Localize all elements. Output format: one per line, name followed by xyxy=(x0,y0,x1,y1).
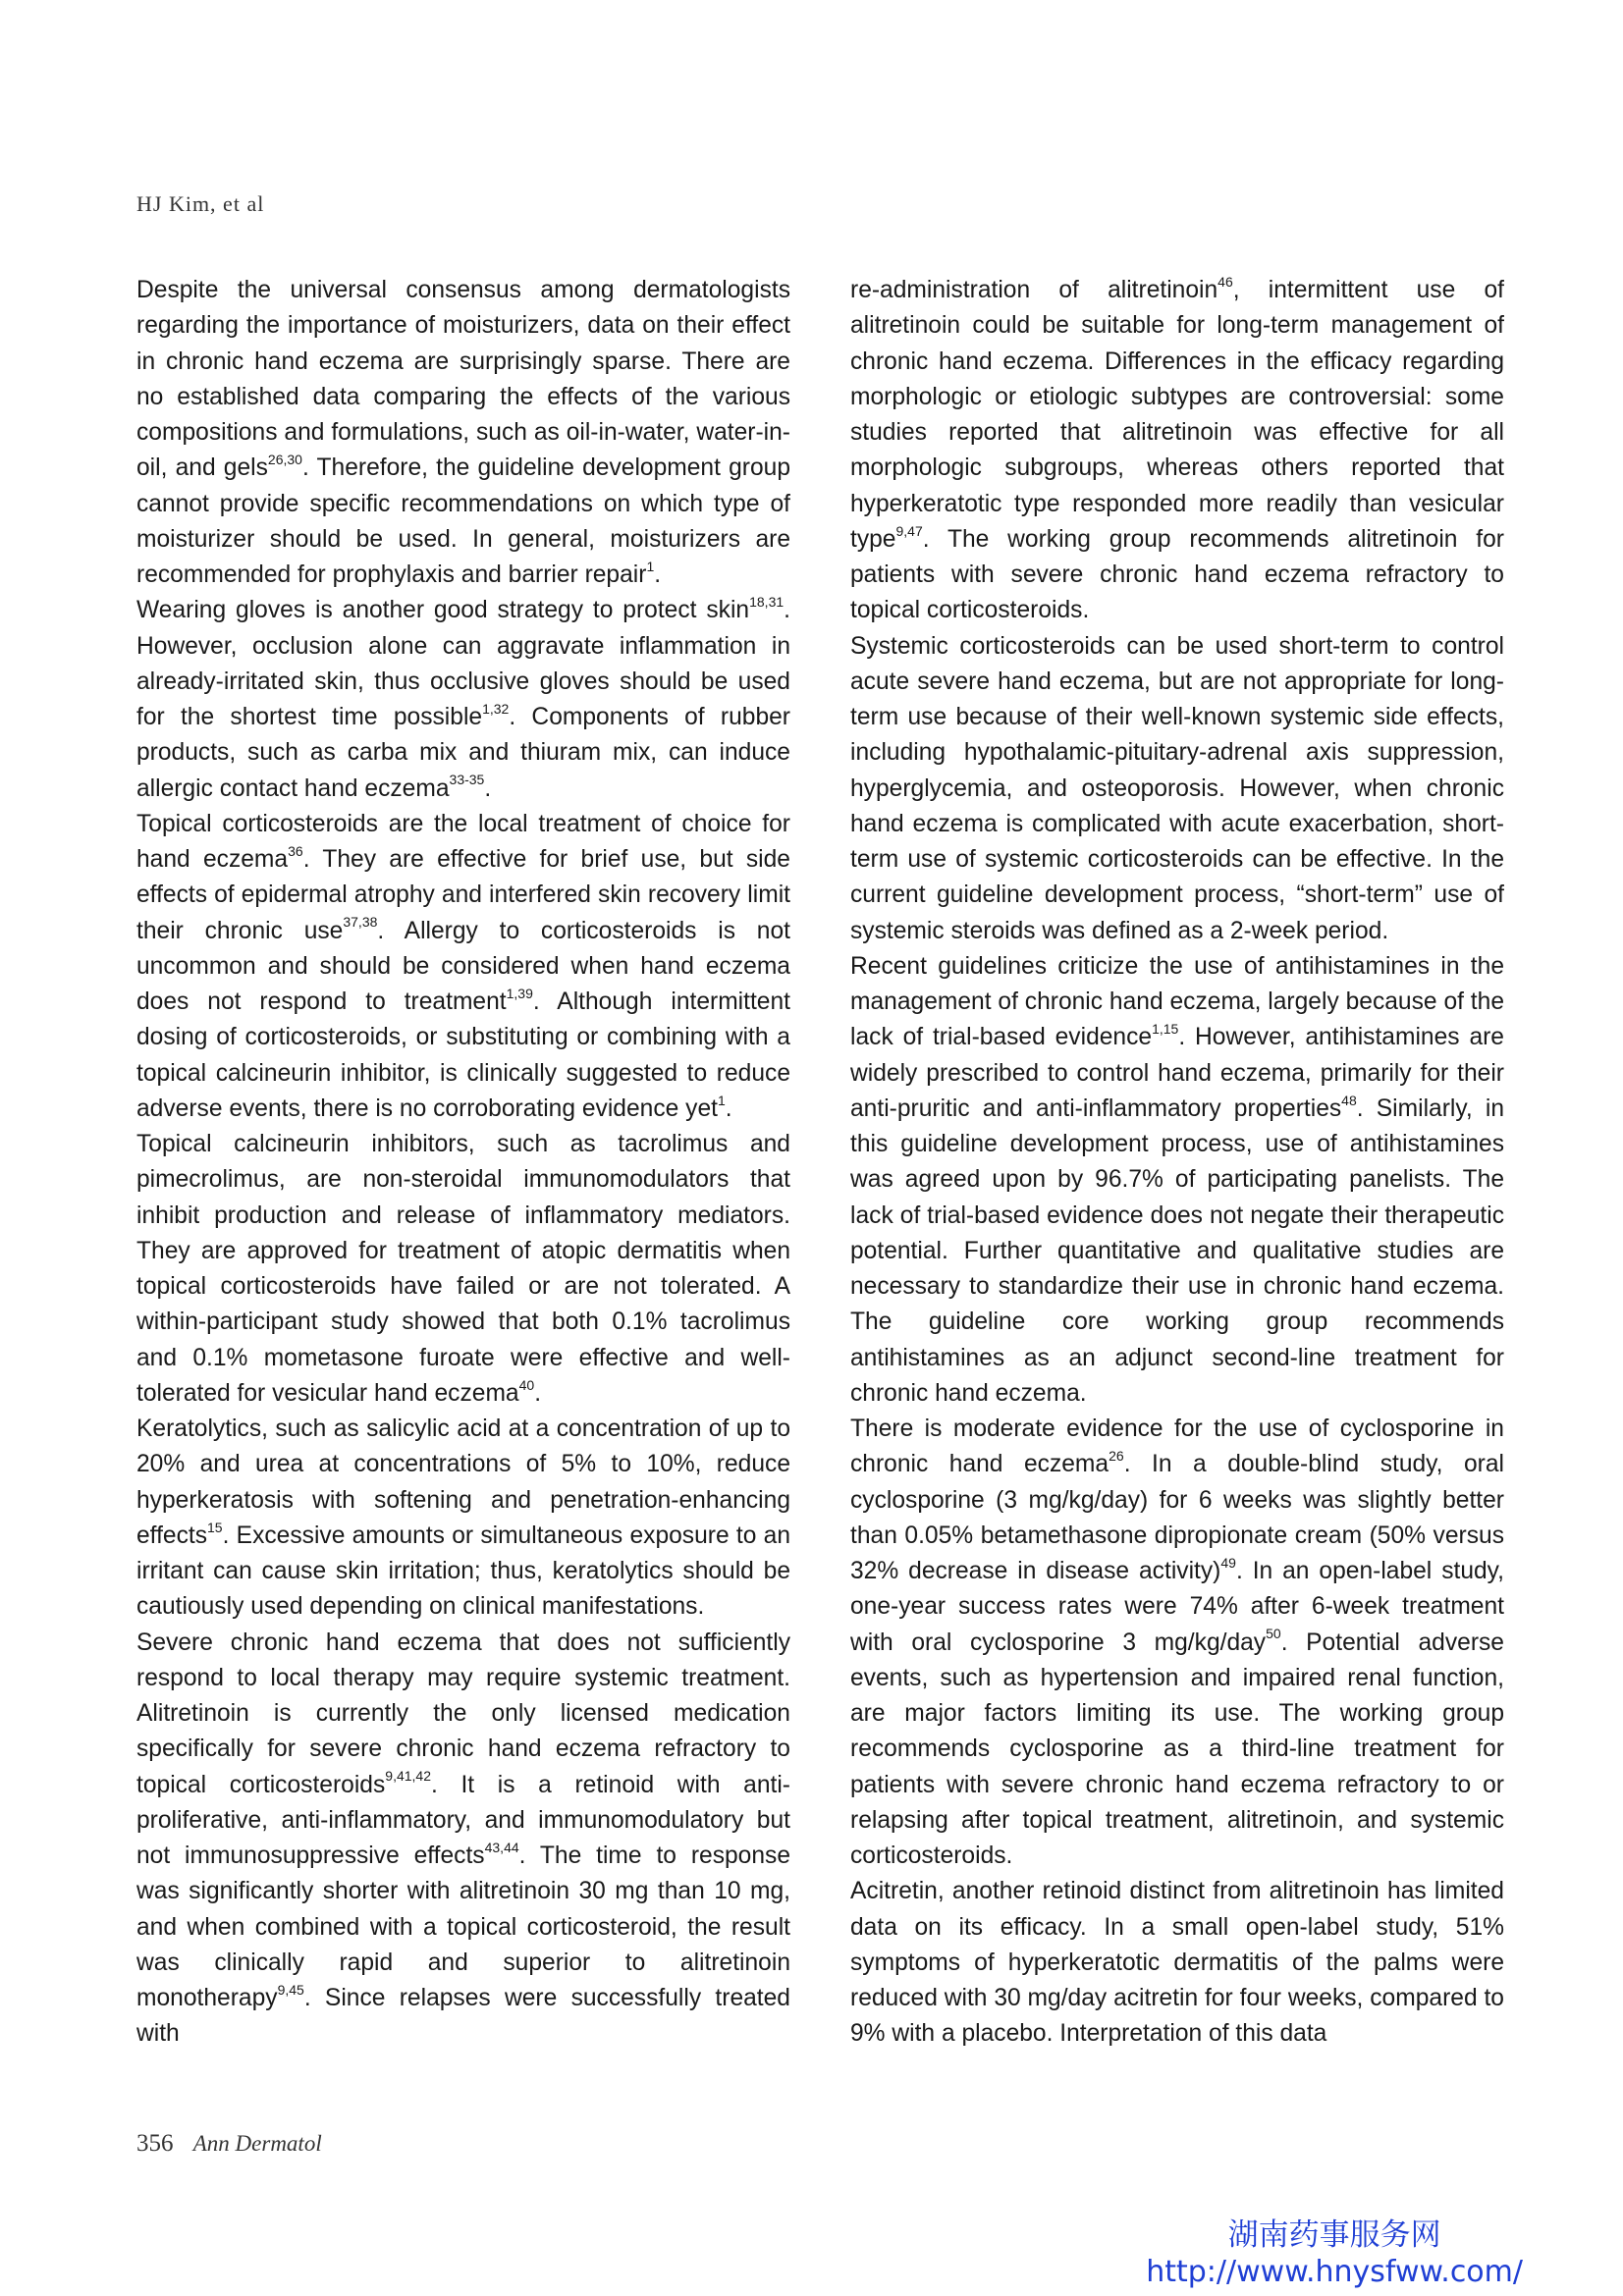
right-column xyxy=(850,273,1504,2053)
paragraph-alitretinoin: Severe chronic hand eczema that does not sufficiently respond to local therapy may require systemic treatment. Alitretinoin is currently the only licensed medication specifically for severe chronic hand eczema refractory to topical corticosteroids$^{9,41,42}$. It is a retinoid with anti-proliferative, anti-inflammatory, and immunomodulatory but not immunosuppressive effects$^{43,44}$. The time to response was significantly shorter with alitretinoin 30 mg than 10 mg, and when combined with a topical corticosteroid, the result was clinically rapid and superior to alitretinoin monotherapy$^{9,45}$. Since relapses were successfully treated with xyxy=(136,1629,790,2048)
page-number: 356 xyxy=(136,2130,174,2157)
paragraph-systemic-corticosteroids: Systemic corticosteroids can be used short-term to control acute severe hand eczema, but are not appropriate for long-term use because of their well-known systemic side effects, including hypothalamic-pituitary-adrenal axis suppression, hyperglycemia, and osteoporosis. However, when chronic hand eczema is complicated with acute exacerbation, short-term use of systemic corticosteroids can be effective. In the current guideline development process, “short-term” use of systemic steroids was defined as a 2-week period. xyxy=(850,632,1504,944)
paragraph-antihistamines: Recent guidelines criticize the use of antihistamines in the management of chronic hand eczema, largely because of the lack of trial-based evidence$^{1,15}$. However, antihistamines are widely prescribed to control hand eczema, primarily for their anti-pruritic and anti-inflammatory properties$^{48}$. Similarly, in this guideline development process, use of antihistamines was agreed upon by 96.7% of participating panelists. The lack of trial-based evidence does not negate their therapeutic potential. Further quantitative and qualitative studies are necessary to standardize their use in chronic hand eczema. The guideline core working group recommends antihistamines as an adjunct second-line treatment for chronic hand eczema. xyxy=(850,952,1504,1407)
running-head: HJ Kim, et al xyxy=(136,191,265,216)
paragraph-gloves: Wearing gloves is another good strategy to protect skin$^{18,31}$. However, occlusion alone can aggravate inflammation in already-irritated skin, thus occlusive gloves should be used for the shortest time possible$^{1,32}$. Components of rubber products, such as carba mix and thiuram mix, can induce allergic contact hand eczema$^{33-35}$. xyxy=(136,594,790,802)
paragraph-cyclosporine: There is moderate evidence for the use of cyclosporine in chronic hand eczema$^{26}$. In a double-blind study, oral cyclosporine (3 mg/kg/day) for 6 weeks was slightly better than 0.05% betamethasone dipropionate cream (50% versus 32% decrease in disease activity)$^{49}$. In an open-label study, one-year success rates were 74% after 6-week treatment with oral cyclosporine 3 mg/kg/day$^{50}$. Potential adverse events, such as hypertension and impaired renal function, are major factors limiting its use. The working group recommends cyclosporine as a third-line treatment for patients with severe chronic hand eczema refractory to or relapsing after topical treatment, alitretinoin, and systemic corticosteroids. xyxy=(850,1415,1504,1869)
paragraph-calcineurin-inhibitors: Topical calcineurin inhibitors, such as tacrolimus and pimecrolimus, are non-steroidal immunomodulators that inhibit production and release of inflammatory mediators. They are approved for treatment of atopic dermatitis when topical corticosteroids have failed or are not tolerated. A within-participant study showed that both 0.1% tacrolimus and 0.1% mometasone furoate were effective and well-tolerated for vesicular hand eczema$^{40}$. xyxy=(136,1131,790,1407)
watermark-site-name: 湖南药事服务网 xyxy=(1227,2217,1441,2253)
journal-name: Ann Dermatol xyxy=(192,2131,322,2156)
watermark-url[interactable]: http://www.hnysfww.com/ xyxy=(1146,2255,1523,2289)
paragraph-topical-corticosteroids: Topical corticosteroids are the local treatment of choice for hand eczema$^{36}$. They are effective for brief use, but side effects of epidermal atrophy and interfered skin recovery limit their chronic use$^{37,38}$. Allergy to corticosteroids is not uncommon and should be considered when hand eczema does not respond to treatment$^{1,39}$. Although intermittent dosing of corticosteroids, or substituting or combining with a topical calcineurin inhibitor, is clinically suggested to reduce adverse events, there is no corroborating evidence yet$^1$. xyxy=(136,810,790,1122)
watermark xyxy=(1146,2216,1523,2291)
paragraph-alitretinoin-continued: re-administration of alitretinoin$^{46}$, intermittent use of alitretinoin could be suitable for long-term management of chronic hand eczema. Differences in the efficacy regarding morphologic or etiologic subtypes are controversial: some studies reported that alitretinoin was effective for all morphologic subgroups, whereas others reported that hyperkeratotic type responded more readily than vesicular type$^{9,47}$. The working group recommends alitretinoin for patients with severe chronic hand eczema refractory to topical corticosteroids. xyxy=(850,273,1504,624)
paragraph-moisturizers: Despite the universal consensus among dermatologists regarding the importance of moisturizers, data on their effect in chronic hand eczema are surprisingly sparse. There are no established data comparing the effects of the various compositions and formulations, such as oil-in-water, water-in-oil, and gels$^{26,30}$. Therefore, the guideline development group cannot provide specific recommendations on which type of moisturizer should be used. In general, moisturizers are recommended for prophylaxis and barrier repair$^1$. xyxy=(136,277,790,588)
left-column xyxy=(136,273,790,2053)
paragraph-keratolytics: Keratolytics, such as salicylic acid at a concentration of up to 20% and urea at concentrations of 5% to 10%, reduce hyperkeratosis with softening and penetration-enhancing effects$^{15}$. Excessive amounts or simultaneous exposure to an irritant can cause skin irritation; thus, keratolytics should be cautiously used depending on clinical manifestations. xyxy=(136,1415,790,1621)
page-footer xyxy=(136,2130,322,2158)
paragraph-acitretin: Acitretin, another retinoid distinct from alitretinoin has limited data on its efficacy. In a small open-label study, 51% symptoms of hyperkeratotic dermatitis of the palms were reduced with 30 mg/day acitretin for four weeks, compared to 9% with a placebo. Interpretation of this data xyxy=(850,1878,1504,2048)
